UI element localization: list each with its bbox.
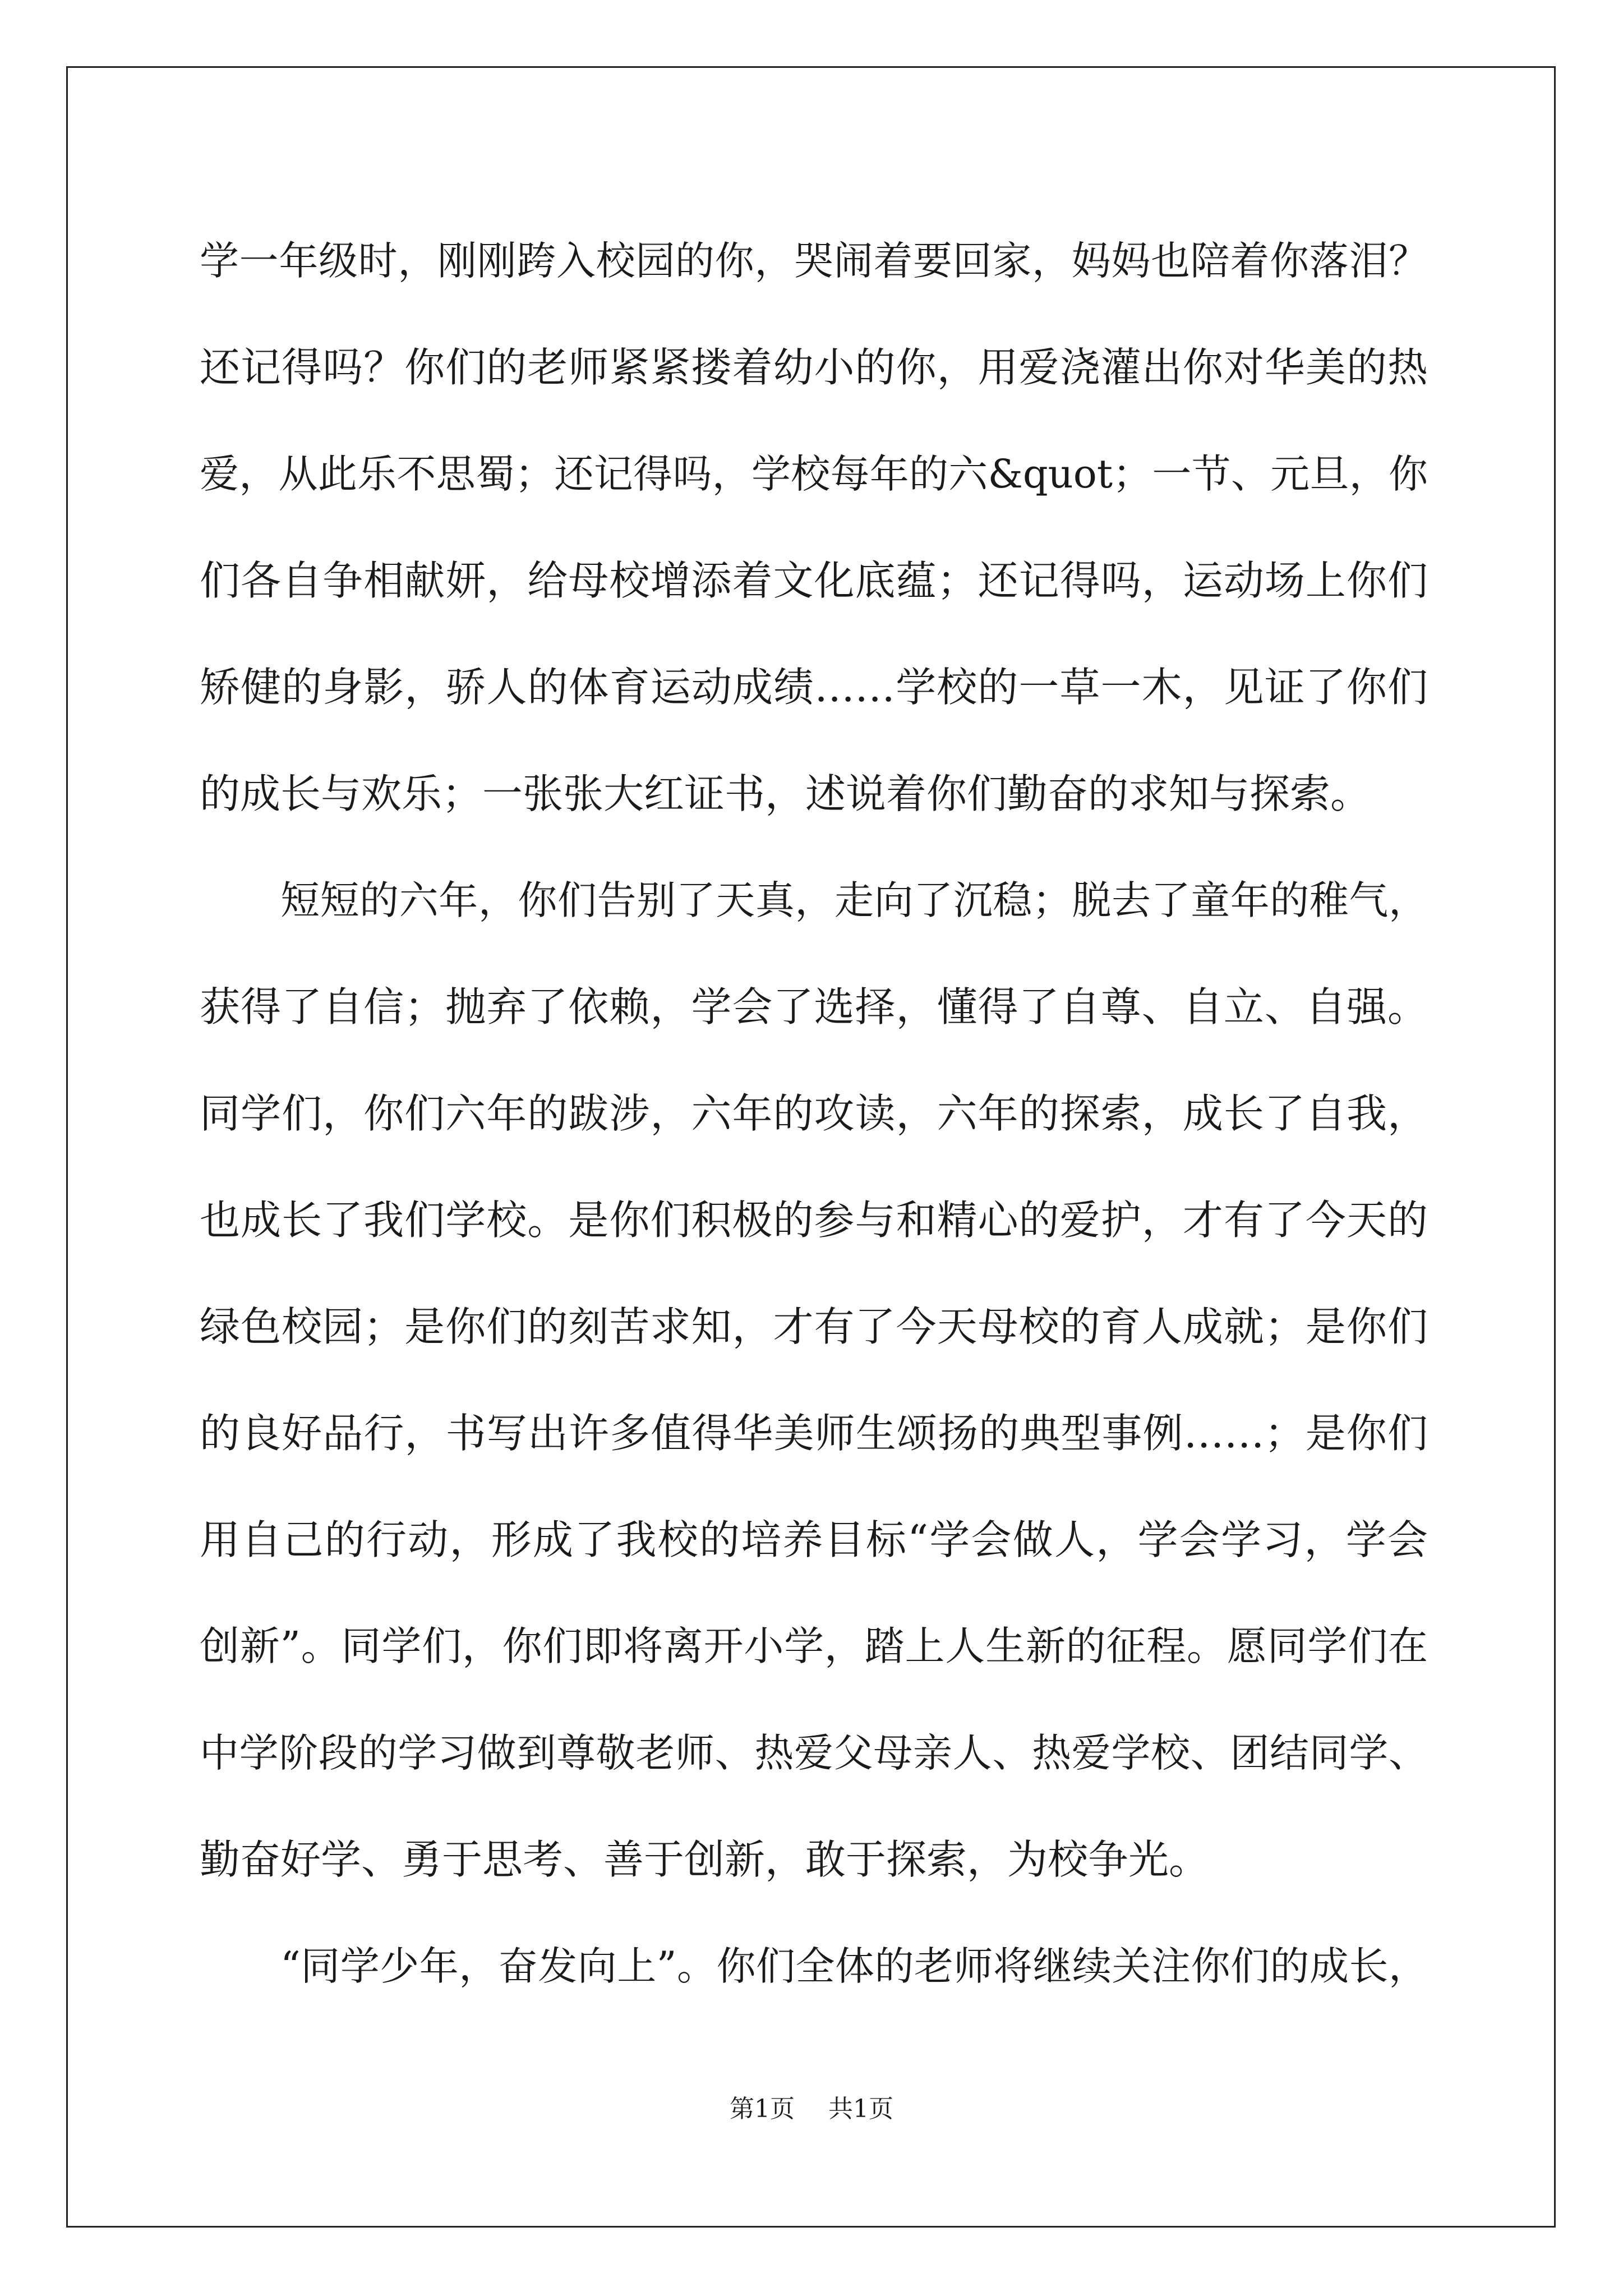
text-line: 绿色校园；是你们的刻苦求知，才有了今天母校的育人成就；是你们 xyxy=(200,1303,1428,1350)
page-total: 共1页 xyxy=(828,2095,893,2123)
text-line: 们各自争相献妍，给母校增添着文化底蕴；还记得吗，运动场上你们 xyxy=(200,557,1428,604)
page-footer xyxy=(0,2092,1623,2126)
page-number: 第1页 xyxy=(730,2095,795,2123)
text-line: 的良好品行，书写出许多值得华美师生颂扬的典型事例……；是你们 xyxy=(200,1410,1428,1457)
text-line: 爱，从此乐不思蜀；还记得吗，学校每年的六&quot；一节、元旦，你 xyxy=(200,451,1428,497)
text-line: 获得了自信；抛弃了依赖，学会了选择，懂得了自尊、自立、自强。 xyxy=(200,983,1428,1030)
text-line: 创新”。同学们，你们即将离开小学，踏上人生新的征程。愿同学们在 xyxy=(200,1623,1428,1669)
text-line: 用自己的行动，形成了我校的培养目标“学会做人，学会学习，学会 xyxy=(200,1516,1428,1563)
text-line: 还记得吗？你们的老师紧紧搂着幼小的你，用爱浇灌出你对华美的热 xyxy=(200,344,1428,391)
text-line: 的成长与欢乐；一张张大红证书，述说着你们勤奋的求知与探索。 xyxy=(200,770,1371,817)
text-line: 中学阶段的学习做到尊敬老师、热爱父母亲人、热爱学校、团结同学、 xyxy=(200,1730,1428,1776)
text-line: 学一年级时，刚刚跨入校园的你，哭闹着要回家，妈妈也陪着你落泪？ xyxy=(200,238,1428,284)
document-body xyxy=(200,208,1428,2019)
text-line: 矫健的身影，骄人的体育运动成绩……学校的一草一木，见证了你们 xyxy=(200,664,1428,711)
text-line: “同学少年，奋发向上”。你们全体的老师将继续关注你们的成长， xyxy=(280,1943,1428,1989)
text-line: 也成长了我们学校。是你们积极的参与和精心的爱护，才有了今天的 xyxy=(200,1197,1428,1244)
text-line: 同学们，你们六年的跋涉，六年的攻读，六年的探索，成长了自我， xyxy=(200,1090,1428,1137)
text-line: 短短的六年，你们告别了天真，走向了沉稳；脱去了童年的稚气， xyxy=(280,877,1428,923)
text-line: 勤奋好学、勇于思考、善于创新，敢于探索，为校争光。 xyxy=(200,1836,1210,1883)
